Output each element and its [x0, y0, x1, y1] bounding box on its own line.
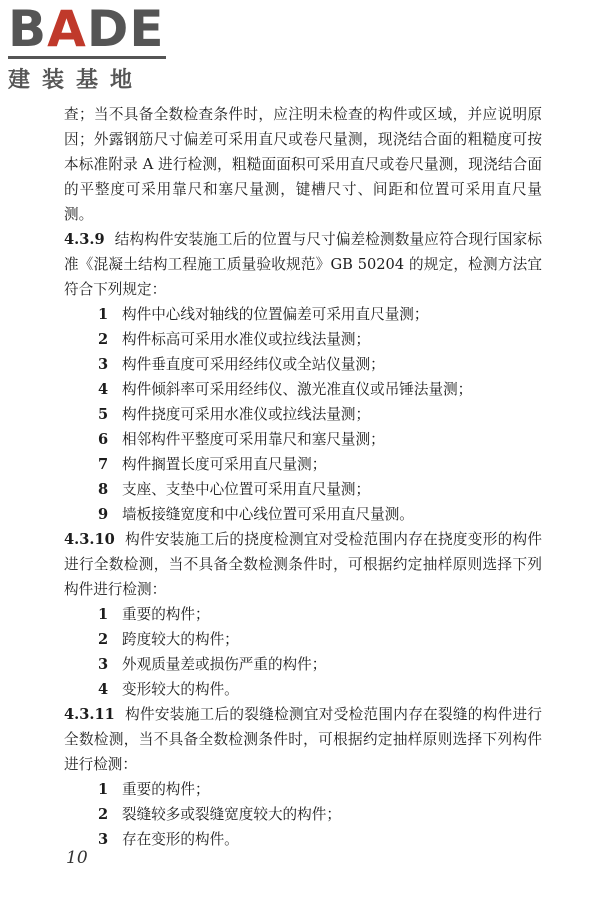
list-item — [64, 327, 542, 352]
list-item — [64, 452, 542, 477]
item-list — [64, 302, 542, 527]
list-item — [64, 777, 542, 802]
item-number: 2 — [98, 331, 109, 348]
item-text: 重要的构件； — [122, 781, 210, 798]
item-number: 1 — [98, 306, 109, 323]
section-4-3-11 — [64, 702, 542, 852]
section-4-3-10 — [64, 527, 542, 702]
item-number: 8 — [98, 481, 109, 498]
item-text: 墙板接缝宽度和中心线位置可采用直尺量测。 — [122, 506, 414, 523]
item-text: 构件搁置长度可采用直尺量测； — [122, 456, 327, 473]
item-number: 1 — [98, 606, 109, 623]
item-text: 裂缝较多或裂缝宽度较大的构件； — [122, 806, 341, 823]
item-number: 3 — [98, 356, 109, 373]
list-item — [64, 602, 542, 627]
item-text: 构件倾斜率可采用经纬仪、激光准直仪或吊锤法量测； — [122, 381, 473, 398]
item-number: 5 — [98, 406, 109, 423]
logo-wordmark: BADE — [8, 0, 165, 58]
section-4-3-9 — [64, 227, 542, 527]
section-text: 构件安装施工后的挠度检测宜对受检范围内存在挠度变形的构件进行全数检测，当不具备全数检测条件时，可根据约定抽样原则选择下列构件进行检测： — [64, 531, 542, 598]
item-number: 4 — [98, 681, 109, 698]
list-item — [64, 652, 542, 677]
item-text: 外观质量差或损伤严重的构件； — [122, 656, 327, 673]
item-number: 2 — [98, 631, 109, 648]
item-number: 4 — [98, 381, 109, 398]
item-number: 3 — [98, 656, 109, 673]
logo-accent-letter: A — [47, 0, 87, 58]
item-text: 重要的构件； — [122, 606, 210, 623]
list-item — [64, 427, 542, 452]
item-text: 构件标高可采用水准仪或拉线法量测； — [122, 331, 371, 348]
item-number: 3 — [98, 831, 109, 848]
item-number: 7 — [98, 456, 109, 473]
brand-logo — [8, 0, 166, 94]
section-number: 4.3.10 — [64, 531, 115, 548]
list-item — [64, 802, 542, 827]
section-text: 构件安装施工后的裂缝检测宜对受检范围内存在裂缝的构件进行全数检测，当不具备全数检测条件时，可根据约定抽样原则选择下列构件进行检测： — [64, 706, 542, 773]
item-text: 构件中心线对轴线的位置偏差可采用直尺量测； — [122, 306, 429, 323]
document-body — [64, 102, 542, 852]
item-text: 存在变形的构件。 — [122, 831, 239, 848]
list-item — [64, 502, 542, 527]
list-item — [64, 352, 542, 377]
section-text: 结构构件安装施工后的位置与尺寸偏差检测数量应符合现行国家标准《混凝土结构工程施工质量验收规范》GB 50204 的规定，检测方法宜符合下列规定： — [64, 231, 542, 298]
item-text: 相邻构件平整度可采用靠尺和塞尺量测； — [122, 431, 385, 448]
item-list — [64, 602, 542, 702]
item-list — [64, 777, 542, 852]
list-item — [64, 302, 542, 327]
section-number: 4.3.9 — [64, 231, 105, 248]
list-item — [64, 377, 542, 402]
item-number: 9 — [98, 506, 109, 523]
list-item — [64, 402, 542, 427]
section-number: 4.3.11 — [64, 706, 115, 723]
item-number: 2 — [98, 806, 109, 823]
list-item — [64, 677, 542, 702]
item-number: 1 — [98, 781, 109, 798]
logo-subtitle: 建装基地 — [8, 68, 145, 93]
item-text: 变形较大的构件。 — [122, 681, 239, 698]
item-number: 6 — [98, 431, 109, 448]
item-text: 跨度较大的构件； — [122, 631, 239, 648]
intro-paragraph: 查；当不具备全数检查条件时，应注明未检查的构件或区域，并应说明原因；外露钢筋尺寸偏差可采用直尺或卷尺量测，现浇结合面的粗糙度可按本标准附录 A 进行检测，粗糙面面积可采用直尺或卷尺量测，现浇结合面的平整度可采用靠尺和塞尺量测，键槽尺寸、间距和位置可采用直尺量测。 — [64, 106, 542, 223]
page-number: 10 — [66, 848, 88, 868]
item-text: 构件垂直度可采用经纬仪或全站仪量测； — [122, 356, 385, 373]
item-text: 支座、支垫中心位置可采用直尺量测； — [122, 481, 371, 498]
list-item — [64, 827, 542, 852]
list-item — [64, 627, 542, 652]
list-item — [64, 477, 542, 502]
item-text: 构件挠度可采用水准仪或拉线法量测； — [122, 406, 371, 423]
